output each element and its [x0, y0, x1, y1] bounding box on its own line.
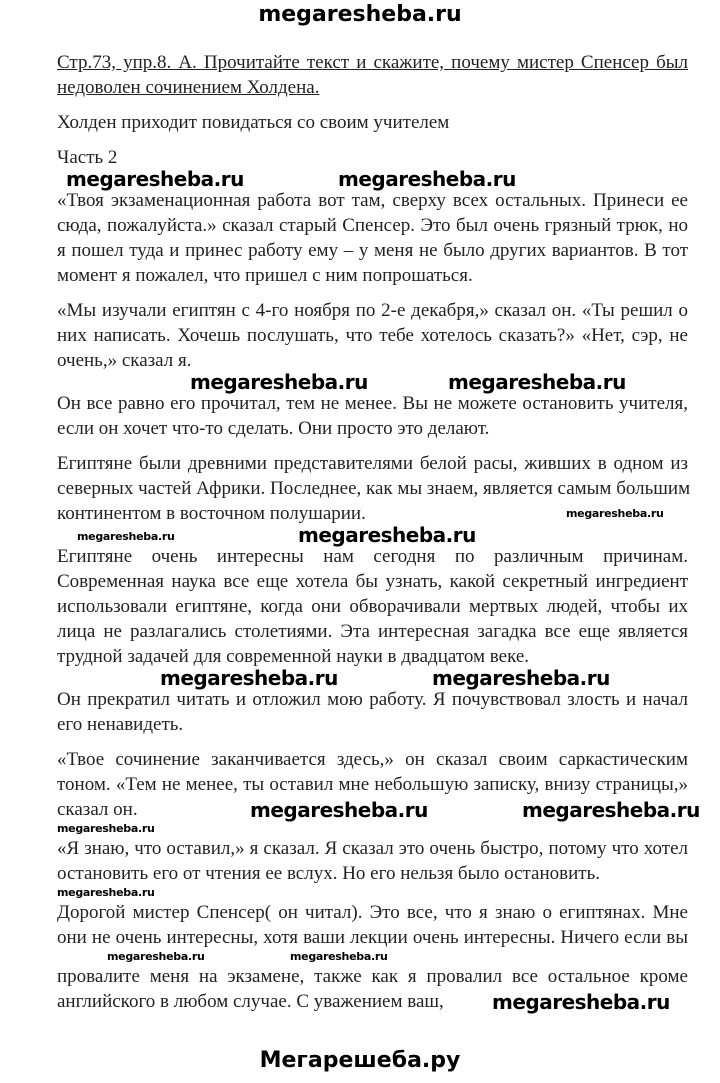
- text-line: них написать. Хочешь послушать, что тебе хотелось сказать?» «Нет, сэр, не: [57, 325, 688, 346]
- text-line: Стр.73, упр.8. А. Прочитайте текст и скажите, почему мистер Спенсер был: [57, 52, 688, 73]
- watermark: megaresheba.ru: [522, 798, 700, 822]
- paragraph: [57, 544, 688, 669]
- text-line: лица не разлагались столетиями. Эта интересная загадка все еще является: [57, 621, 688, 642]
- watermark: megaresheba.ru: [66, 167, 244, 191]
- text-line: Он прекратил читать и отложил мою работу. Я почувствовал злость и начал: [57, 689, 688, 710]
- story-title: [57, 110, 688, 135]
- text-line: Египтяне были древними представителями белой расы, живших в одном из: [57, 453, 688, 474]
- text-line: «Твое сочинение заканчивается здесь,» он сказал своим саркастическим: [57, 749, 688, 770]
- text-line: провалите меня на экзамене, также как я провалил все остальное кроме: [57, 966, 688, 987]
- text-line: Современная наука все еще хотела бы узнать, какой секретный ингредиент: [57, 571, 688, 592]
- paragraph: [57, 687, 688, 737]
- watermark: megaresheba.ru: [250, 798, 428, 822]
- text-line: Он все равно его прочитал, тем не менее. Вы не можете остановить учителя,: [57, 393, 688, 414]
- paragraph: [57, 836, 688, 886]
- text-line: они не очень интересны, хотя ваши лекции очень интересны. Ничего если вы: [57, 927, 688, 948]
- text-line: «Мы изучали египтян с 4-го ноября по 2-е декабря,» сказал он. «Ты решил о: [57, 300, 688, 321]
- watermark: megaresheba.ru: [290, 950, 388, 963]
- watermark: megaresheba.ru: [57, 822, 155, 835]
- text-line: я пошел туда и принес работу ему – у меня не было других вариантов. В тот: [57, 240, 688, 261]
- watermark: megaresheba.ru: [190, 370, 368, 394]
- text-line: «Я знаю, что оставил,» я сказал. Я сказал это очень быстро, потому что хотел: [57, 838, 688, 859]
- paragraph: [57, 747, 700, 822]
- text-line: использовали египтяне, когда они обворачивали мертвых людей, чтобы их: [57, 596, 688, 617]
- text-line: недоволен сочинением Холдена.: [57, 77, 320, 98]
- text-line: Часть 2: [57, 147, 118, 168]
- document-body: [57, 50, 700, 1014]
- text-line: тоном. «Тем не менее, ты оставил мне небольшую записку, внизу страницы,»: [57, 774, 688, 795]
- task-heading: [57, 50, 688, 100]
- paragraph: [57, 451, 691, 526]
- text-line: если он хочет что-то сделать. Они просто это делают.: [57, 418, 490, 439]
- text-line: очень,» сказал я.: [57, 350, 192, 371]
- text-line: «Твоя экзаменационная работа вот там, сверху всех остальных. Принеси ее: [57, 190, 688, 211]
- site-footer: Мегарешеба.ру: [259, 1048, 461, 1073]
- watermark: megaresheba.ru: [566, 507, 664, 520]
- watermark: megaresheba.ru: [448, 370, 626, 394]
- text-line: Египтяне очень интересны нам сегодня по различным причинам.: [57, 546, 688, 567]
- text-line: сюда, пожалуйста.» сказал старый Спенсер. Это был очень грязный трюк, но: [57, 215, 688, 236]
- watermark: megaresheba.ru: [492, 990, 670, 1014]
- paragraph: [57, 900, 688, 1014]
- paragraph: [57, 188, 688, 288]
- text-line: английского в любом случае. С уважением ваш,: [57, 991, 444, 1012]
- paragraph: [57, 391, 688, 441]
- text-line: его ненавидеть.: [57, 714, 184, 735]
- text-line: остановить его от чтения ее вслух. Но его нельзя было остановить.: [57, 863, 600, 884]
- text-line: континентом в восточном полушарии.: [57, 503, 366, 524]
- text-line: момент я пожалел, что пришел с ним попрошаться.: [57, 265, 473, 286]
- watermark: megaresheba.ru: [160, 666, 338, 690]
- watermark: megaresheba.ru: [77, 530, 175, 543]
- text-line: трудной задачей для современной науки в двадцатом веке.: [57, 646, 530, 667]
- site-header: megaresheba.ru: [258, 2, 462, 27]
- watermark: megaresheba.ru: [57, 886, 155, 899]
- watermark: megaresheba.ru: [338, 167, 516, 191]
- watermark: megaresheba.ru: [432, 666, 610, 690]
- watermark: megaresheba.ru: [107, 950, 205, 963]
- text-line: Холден приходит повидаться со своим учителем: [57, 112, 450, 133]
- text-line: северных частей Африки. Последнее, как мы знаем, является самым большим: [57, 478, 691, 499]
- paragraph: [57, 298, 688, 373]
- text-line: сказал он.: [57, 799, 138, 820]
- text-line: Дорогой мистер Спенсер( он читал). Это все, что я знаю о египтянах. Мне: [57, 902, 688, 923]
- watermark: megaresheba.ru: [298, 523, 476, 547]
